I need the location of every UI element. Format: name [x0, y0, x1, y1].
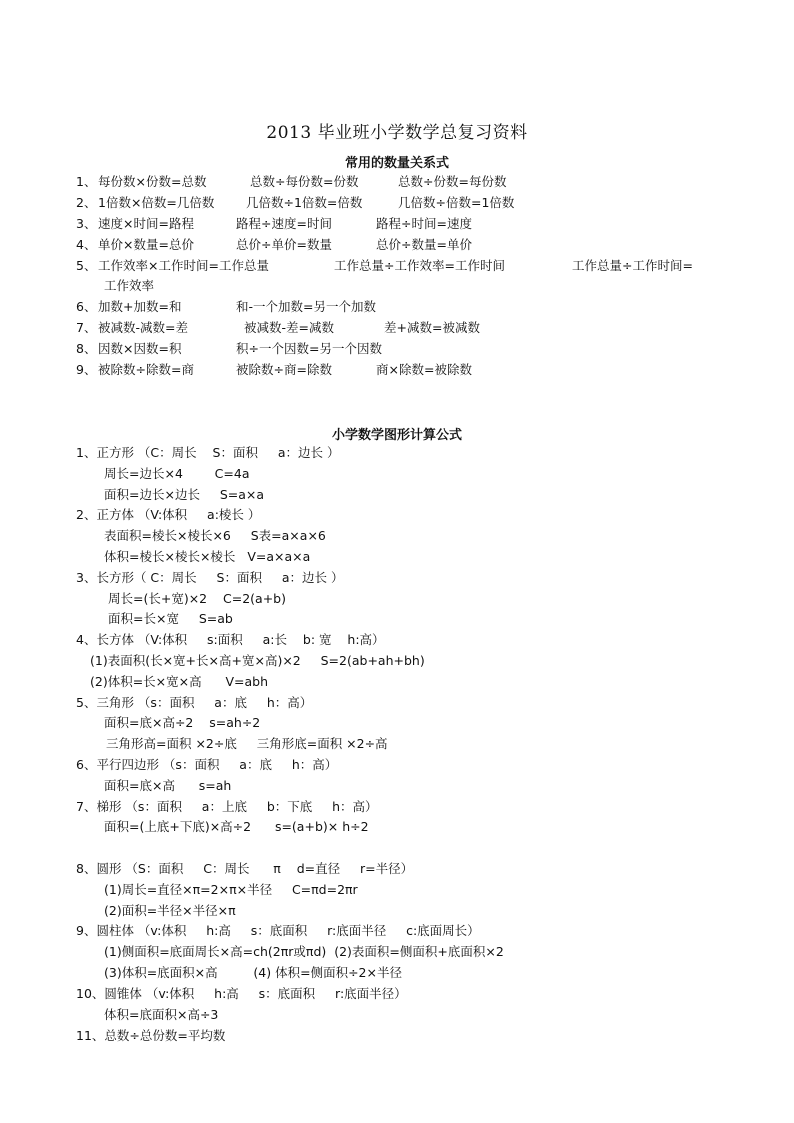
relation-number: 1、 — [76, 174, 97, 189]
relation-item: 被除数÷除数=商 — [98, 362, 194, 377]
formula-line: 4、长方体 （V:体积 s:面积 a:长 b: 宽 h:高） — [76, 632, 385, 647]
formula-line: 体积=底面积×高÷3 — [104, 1007, 219, 1022]
relation-item: 加数+加数=和 — [98, 299, 182, 314]
relation-item-continued: 工作效率 — [104, 278, 155, 293]
relation-item: 商×除数=被除数 — [376, 362, 472, 377]
relation-item: 工作总量÷工作时间= — [572, 258, 693, 273]
formula-line: (3)体积=底面积×高 (4) 体积=侧面积÷2×半径 — [104, 965, 402, 980]
formula-line: 体积=棱长×棱长×棱长 V=a×a×a — [104, 549, 311, 564]
relation-item: 每份数×份数=总数 — [98, 174, 207, 189]
relation-item: 被减数-减数=差 — [98, 320, 188, 335]
relation-item: 几倍数÷倍数=1倍数 — [398, 195, 515, 210]
formula-line: 三角形高=面积 ×2÷底 三角形底=面积 ×2÷高 — [106, 736, 388, 751]
relation-number: 8、 — [76, 341, 97, 356]
formula-line: 面积=(上底+下底)×高÷2 s=(a+b)× h÷2 — [104, 819, 369, 834]
relation-item: 1倍数×倍数=几倍数 — [98, 195, 215, 210]
relation-item: 路程÷时间=速度 — [376, 216, 472, 231]
formula-line: 5、三角形 （s：面积 a：底 h：高） — [76, 695, 313, 710]
formula-line: 面积=边长×边长 S=a×a — [104, 487, 265, 502]
relation-number: 2、 — [76, 195, 97, 210]
formula-line: 6、平行四边形 （s：面积 a：底 h：高） — [76, 757, 338, 772]
formula-line: 3、长方形（ C：周长 S：面积 a：边长 ） — [76, 570, 344, 585]
relation-item: 总价÷数量=单价 — [376, 237, 472, 252]
relation-item: 路程÷速度=时间 — [236, 216, 332, 231]
relation-number: 7、 — [76, 320, 97, 335]
formula-line: 10、圆锥体 （v:体积 h:高 s：底面积 r:底面半径） — [76, 986, 407, 1001]
formula-line: 周长=(长+宽)×2 C=2(a+b) — [108, 591, 286, 606]
relation-number: 6、 — [76, 299, 97, 314]
formula-line: 面积=长×宽 S=ab — [108, 611, 233, 626]
formula-line: (2)体积=长×宽×高 V=abh — [90, 674, 269, 689]
relation-item: 总数÷每份数=份数 — [250, 174, 359, 189]
relation-number: 3、 — [76, 216, 97, 231]
formula-line: 7、梯形 （s：面积 a：上底 b：下底 h：高） — [76, 799, 378, 814]
formula-line: (2)面积=半径×半径×π — [104, 903, 236, 918]
formula-line: 2、正方体 （V:体积 a:棱长 ） — [76, 507, 261, 522]
formula-line: 表面积=棱长×棱长×6 S表=a×a×6 — [104, 528, 326, 543]
relation-item: 总价÷单价=数量 — [236, 237, 332, 252]
relation-item: 被除数÷商=除数 — [236, 362, 332, 377]
relation-item: 积÷一个因数=另一个因数 — [236, 341, 382, 356]
relation-item: 单价×数量=总价 — [98, 237, 194, 252]
section-heading-quantity-relations: 常用的数量关系式 — [344, 156, 449, 171]
relation-item: 总数÷份数=每份数 — [398, 174, 507, 189]
formula-line: 9、圆柱体 （v:体积 h:高 s：底面积 r:底面半径 c:底面周长） — [76, 923, 480, 938]
relation-number: 9、 — [76, 362, 97, 377]
formula-line: 11、总数÷总份数=平均数 — [76, 1028, 226, 1043]
relation-item: 被减数-差=减数 — [244, 320, 334, 335]
formula-line: 面积=底×高÷2 s=ah÷2 — [104, 715, 261, 730]
formula-line: (1)周长=直径×π=2×π×半径 C=πd=2πr — [104, 882, 358, 897]
relation-item: 工作效率×工作时间=工作总量 — [98, 258, 269, 273]
relation-number: 4、 — [76, 237, 97, 252]
section-heading-geometry-formulas: 小学数学图形计算公式 — [331, 428, 462, 443]
formula-line: 周长=边长×4 C=4a — [104, 466, 250, 481]
relation-item: 差+减数=被减数 — [384, 320, 480, 335]
relation-item: 和-一个加数=另一个加数 — [236, 299, 376, 314]
formula-line: (1)侧面积=底面周长×高=ch(2πr或πd) (2)表面积=侧面积+底面积×2 — [104, 944, 504, 959]
relation-item: 因数×因数=积 — [98, 341, 182, 356]
formula-line: 1、正方形 （C：周长 S：面积 a：边长 ） — [76, 445, 340, 460]
relation-item: 几倍数÷1倍数=倍数 — [246, 195, 363, 210]
formula-line: (1)表面积(长×宽+长×高+宽×高)×2 S=2(ab+ah+bh) — [90, 653, 425, 668]
formula-line: 面积=底×高 s=ah — [104, 778, 232, 793]
relation-item: 工作总量÷工作效率=工作时间 — [334, 258, 505, 273]
document-title: 2013 毕业班小学数学总复习资料 — [266, 123, 528, 143]
relation-item: 速度×时间=路程 — [98, 216, 194, 231]
relation-number: 5、 — [76, 258, 97, 273]
formula-line: 8、圆形 （S：面积 C：周长 π d=直径 r=半径） — [76, 861, 414, 876]
